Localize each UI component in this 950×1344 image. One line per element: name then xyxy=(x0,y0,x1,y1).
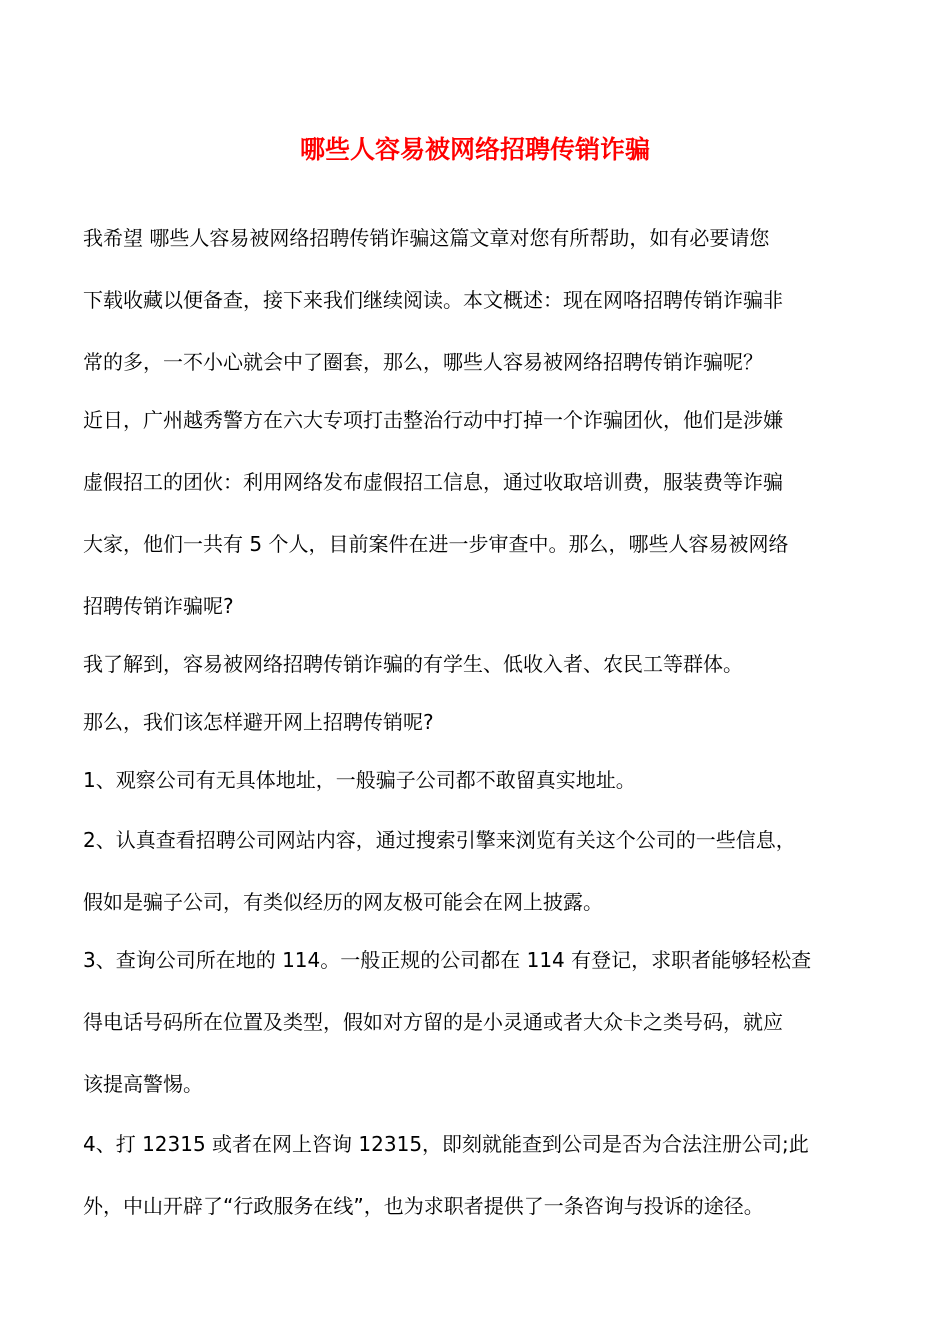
paragraph-line-case-1: 近日，广州越秀警方在六大专项打击整治行动中打掉一个诈骗团伙，他们是涉嫌 xyxy=(83,408,783,432)
list-item-3-line-3: 该提高警惕。 xyxy=(83,1072,203,1096)
paragraph-line-case-4: 招聘传销诈骗呢? xyxy=(83,594,234,618)
list-item-3-line-1: 3、查询公司所在地的 114。一般正规的公司都在 114 有登记，求职者能够轻松查 xyxy=(83,948,812,972)
list-item-4-line-2: 外，中山开辟了“行政服务在线”，也为求职者提供了一条咨询与投诉的途径。 xyxy=(83,1194,764,1218)
paragraph-line-groups: 我了解到，容易被网络招聘传销诈骗的有学生、低收入者、农民工等群体。 xyxy=(83,652,743,676)
paragraph-line-case-2: 虚假招工的团伙：利用网络发布虚假招工信息，通过收取培训费，服装费等诈骗 xyxy=(83,470,783,494)
list-item-1: 1、观察公司有无具体地址，一般骗子公司都不敢留真实地址。 xyxy=(83,768,636,792)
paragraph-line-question: 那么，我们该怎样避开网上招聘传销呢? xyxy=(83,710,434,734)
document-title: 哪些人容易被网络招聘传销诈骗 xyxy=(299,135,650,164)
list-item-4-line-1: 4、打 12315 或者在网上咨询 12315，即刻就能查到公司是否为合法注册公司;此 xyxy=(83,1132,809,1156)
list-item-3-line-2: 得电话号码所在位置及类型，假如对方留的是小灵通或者大众卡之类号码，就应 xyxy=(83,1010,783,1034)
paragraph-line-intro-1: 我希望 哪些人容易被网络招聘传销诈骗这篇文章对您有所帮助，如有必要请您 xyxy=(83,226,770,250)
list-item-2-line-2: 假如是骗子公司，有类似经历的网友极可能会在网上披露。 xyxy=(83,890,603,914)
paragraph-line-intro-3: 常的多，一不小心就会中了圈套，那么，哪些人容易被网络招聘传销诈骗呢？ xyxy=(83,350,763,374)
list-item-2-line-1: 2、认真查看招聘公司网站内容，通过搜索引擎来浏览有关这个公司的一些信息， xyxy=(83,828,796,852)
paragraph-line-case-3: 大家，他们一共有 5 个人，目前案件在进一步审查中。那么，哪些人容易被网络 xyxy=(83,532,789,556)
paragraph-line-intro-2: 下载收藏以便备查，接下来我们继续阅读。本文概述：现在网咯招聘传销诈骗非 xyxy=(83,288,783,312)
